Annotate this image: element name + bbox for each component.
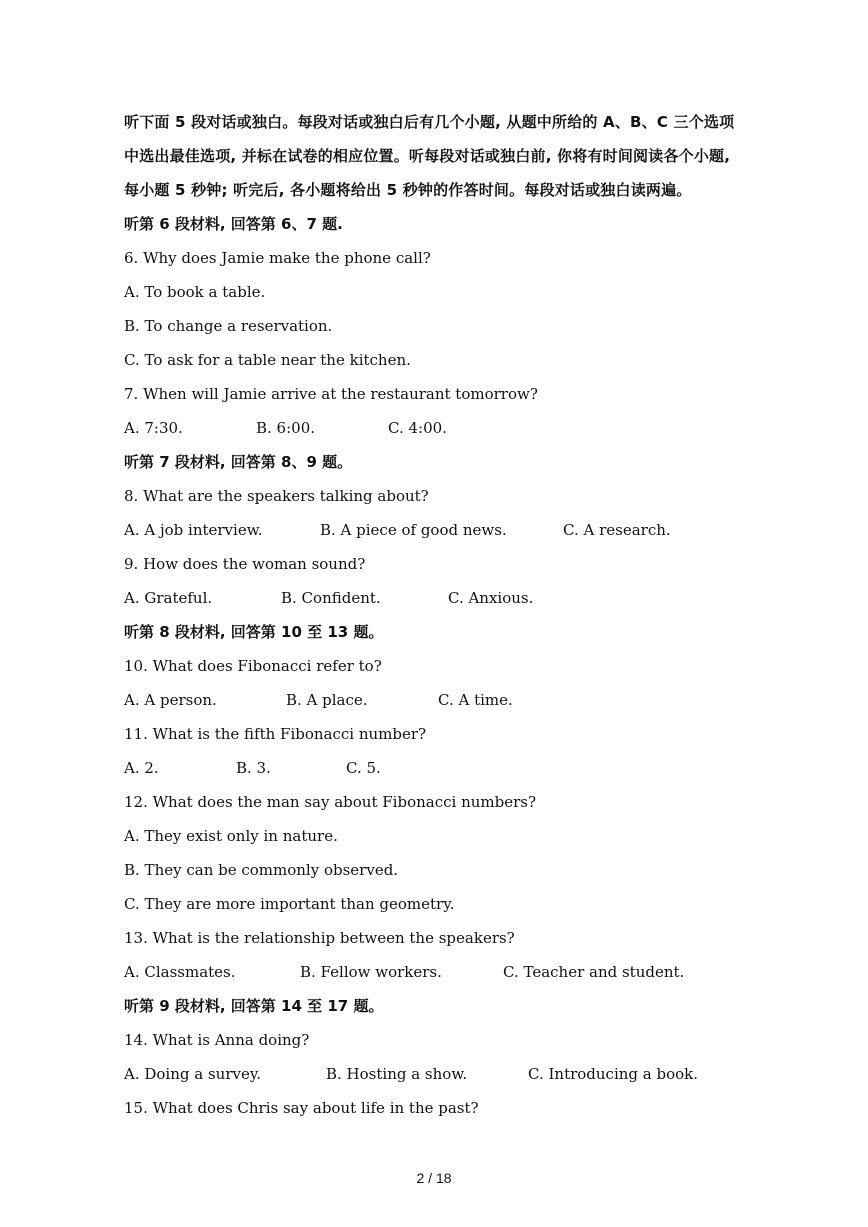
question-11-option-b: B. 3.: [236, 759, 271, 777]
question-7-stem: 7. When will Jamie arrive at the restaurant tomorrow?: [124, 385, 538, 403]
question-9-option-c: C. Anxious.: [448, 589, 534, 607]
question-10-stem: 10. What does Fibonacci refer to?: [124, 657, 382, 675]
question-13-option-c: C. Teacher and student.: [503, 963, 685, 981]
question-9-option-a: A. Grateful.: [124, 589, 213, 607]
question-8-option-a: A. A job interview.: [124, 521, 263, 539]
question-6-option-b: B. To change a reservation.: [124, 317, 333, 335]
question-8-option-b: B. A piece of good news.: [320, 521, 507, 539]
question-14-stem: 14. What is Anna doing?: [124, 1031, 310, 1049]
question-13-option-a: A. Classmates.: [124, 963, 236, 981]
question-11-stem: 11. What is the fifth Fibonacci number?: [124, 725, 427, 743]
question-11-options: [124, 751, 744, 785]
question-9-option-b: B. Confident.: [281, 589, 381, 607]
section-heading-7: 听第 7 段材料, 回答第 8、9 题。: [124, 453, 353, 471]
question-10-option-c: C. A time.: [438, 691, 513, 709]
question-14-options: [124, 1057, 744, 1091]
page-content: [124, 105, 744, 1125]
question-8-options: [124, 513, 744, 547]
question-10-option-a: A. A person.: [124, 691, 217, 709]
question-8-option-c: C. A research.: [563, 521, 671, 539]
question-7-options: [124, 411, 744, 445]
question-10-option-b: B. A place.: [286, 691, 368, 709]
question-12-option-c: C. They are more important than geometry.: [124, 895, 455, 913]
question-13-options: [124, 955, 744, 989]
question-14-option-a: A. Doing a survey.: [124, 1065, 262, 1083]
section-instructions: 听下面 5 段对话或独白。每段对话或独白后有几个小题, 从题中所给的 A、B、C 三个选项中选出最佳选项, 并标在试卷的相应位置。听每段对话或独白前, 你将有时间阅读各个小题, 每小题 5 秒钟; 听完后, 各小题将给出 5 秒钟的作答时间。每段对话或独白读两遍。: [124, 113, 735, 199]
question-6-option-c: C. To ask for a table near the kitchen.: [124, 351, 411, 369]
question-13-stem: 13. What is the relationship between the speakers?: [124, 929, 515, 947]
section-heading-9: 听第 9 段材料, 回答第 14 至 17 题。: [124, 997, 384, 1015]
question-9-options: [124, 581, 744, 615]
section-heading-8: 听第 8 段材料, 回答第 10 至 13 题。: [124, 623, 384, 641]
question-10-options: [124, 683, 744, 717]
question-12-stem: 12. What does the man say about Fibonacci numbers?: [124, 793, 537, 811]
question-11-option-c: C. 5.: [346, 759, 381, 777]
question-6-option-a: A. To book a table.: [124, 283, 266, 301]
question-7-option-b: B. 6:00.: [256, 419, 316, 437]
question-11-option-a: A. 2.: [124, 759, 159, 777]
question-7-option-c: C. 4:00.: [388, 419, 447, 437]
question-12-option-a: A. They exist only in nature.: [124, 827, 338, 845]
page-number: 2 / 18: [416, 1170, 452, 1186]
question-8-stem: 8. What are the speakers talking about?: [124, 487, 429, 505]
question-13-option-b: B. Fellow workers.: [300, 963, 442, 981]
question-9-stem: 9. How does the woman sound?: [124, 555, 366, 573]
question-6-stem: 6. Why does Jamie make the phone call?: [124, 249, 431, 267]
section-heading-6: 听第 6 段材料, 回答第 6、7 题.: [124, 215, 343, 233]
question-12-option-b: B. They can be commonly observed.: [124, 861, 399, 879]
question-15-stem: 15. What does Chris say about life in the past?: [124, 1099, 479, 1117]
question-7-option-a: A. 7:30.: [124, 419, 183, 437]
question-14-option-b: B. Hosting a show.: [326, 1065, 468, 1083]
question-14-option-c: C. Introducing a book.: [528, 1065, 699, 1083]
